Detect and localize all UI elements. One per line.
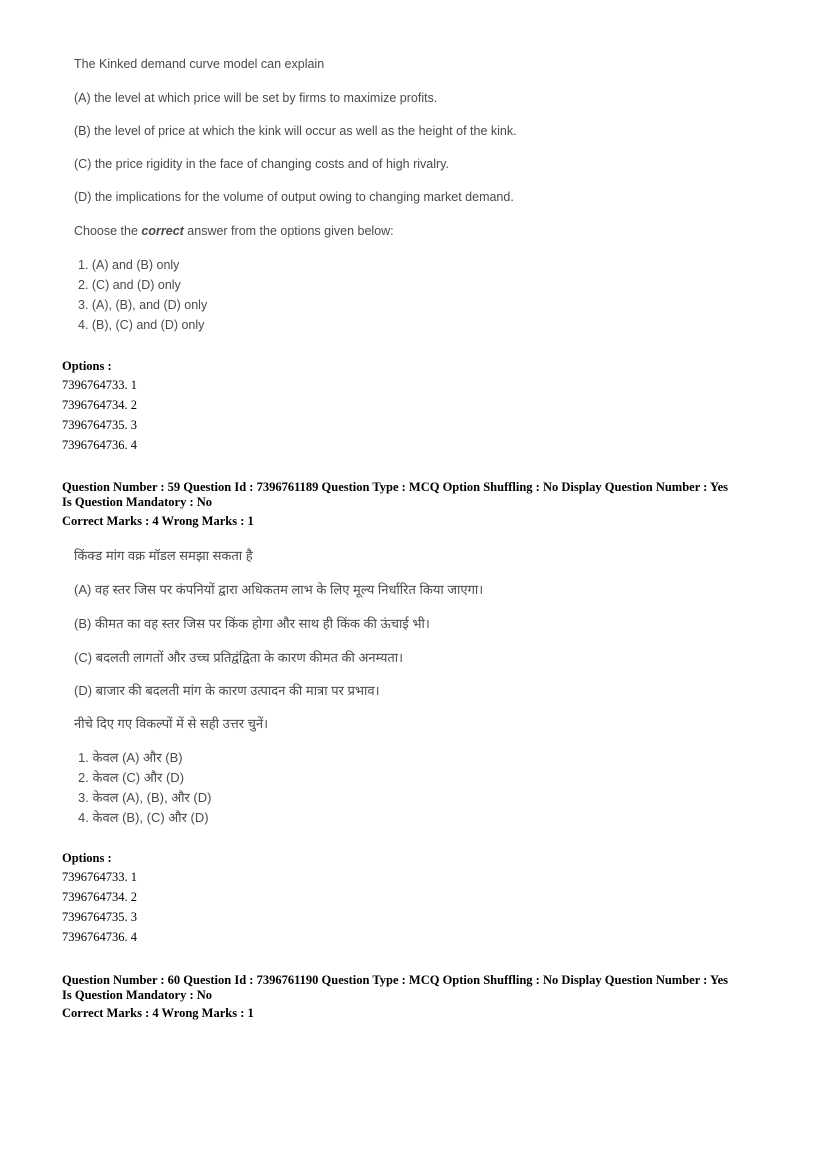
option-3: 7396764735. 3 (62, 418, 137, 432)
statement-b: (B) the level of price at which the kink will occur as well as the height of the kink. (74, 124, 517, 138)
option-1: 7396764733. 1 (62, 378, 137, 392)
q60-header-line3: Correct Marks : 4 Wrong Marks : 1 (62, 1006, 254, 1020)
option-4: 7396764736. 4 (62, 438, 137, 452)
hindi-answer-4: 4. केवल (B), (C) और (D) (78, 810, 209, 825)
q59-header-line1: Question Number : 59 Question Id : 7396761189 Question Type : MCQ Option Shuffling : No Display Question Number : Yes (62, 480, 729, 494)
statement-d: (D) the implications for the volume of output owing to changing market demand. (74, 190, 514, 204)
hindi-answer-3: 3. केवल (A), (B), और (D) (78, 790, 212, 805)
hindi-answer-1: 1. केवल (A) और (B) (78, 750, 183, 765)
q60-header-line1: Question Number : 60 Question Id : 7396761190 Question Type : MCQ Option Shuffling : No Display Question Number : Yes (62, 973, 729, 987)
hindi-statement-a: (A) वह स्तर जिस पर कंपनियों द्वारा अधिकतम लाभ के लिए मूल्य निर्धारित किया जाएगा। (74, 582, 484, 597)
choose-post: answer from the options given below: (183, 224, 394, 238)
hindi-stem: किंक्ड मांग वक्र मॉडल समझा सकता है (74, 548, 253, 563)
answer-2: 2. (C) and (D) only (78, 278, 181, 292)
option-2: 7396764734. 2 (62, 398, 137, 412)
hindi-statement-c: (C) बदलती लागतों और उच्च प्रतिद्वंद्विता के कारण कीमत की अनम्यता। (74, 650, 404, 665)
hindi-choose-instruction: नीचे दिए गए विकल्पों में से सही उत्तर चुनें। (74, 716, 269, 731)
choose-instruction (74, 224, 394, 238)
q59-option-1: 7396764733. 1 (62, 870, 137, 884)
q59-options-label: Options : (62, 851, 112, 865)
question-stem: The Kinked demand curve model can explain (74, 57, 325, 71)
q60-header-line2: Is Question Mandatory : No (62, 988, 213, 1002)
answer-3: 3. (A), (B), and (D) only (78, 298, 208, 312)
choose-emphasis: correct (141, 224, 184, 238)
hindi-statement-b: (B) कीमत का वह स्तर जिस पर किंक होगा और साथ ही किंक की ऊंचाई भी। (74, 616, 430, 631)
q59-header-line3: Correct Marks : 4 Wrong Marks : 1 (62, 514, 254, 528)
answer-4: 4. (B), (C) and (D) only (78, 318, 205, 332)
answer-1: 1. (A) and (B) only (78, 258, 180, 272)
q59-header-line2: Is Question Mandatory : No (62, 495, 213, 509)
statement-c: (C) the price rigidity in the face of changing costs and of high rivalry. (74, 157, 449, 171)
statement-a: (A) the level at which price will be set by firms to maximize profits. (74, 91, 438, 105)
choose-pre: Choose the (74, 224, 142, 238)
q59-option-2: 7396764734. 2 (62, 890, 137, 904)
options-label: Options : (62, 359, 112, 373)
q59-option-3: 7396764735. 3 (62, 910, 137, 924)
q59-option-4: 7396764736. 4 (62, 930, 137, 944)
hindi-statement-d: (D) बाजार की बदलती मांग के कारण उत्पादन की मात्रा पर प्रभाव। (74, 683, 380, 698)
hindi-answer-2: 2. केवल (C) और (D) (78, 770, 185, 785)
